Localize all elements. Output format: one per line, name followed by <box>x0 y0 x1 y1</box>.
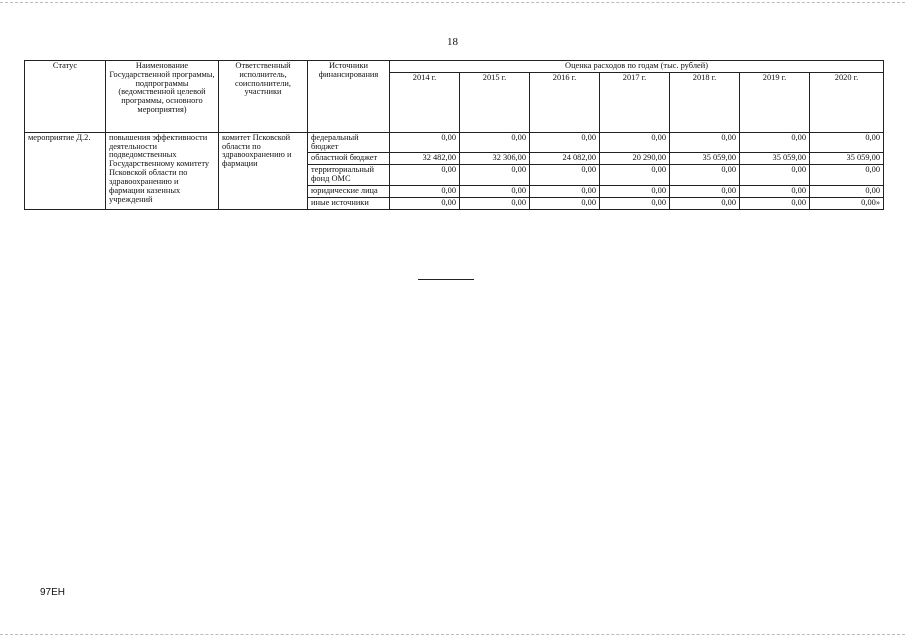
source-cell: федеральный бюджет <box>308 132 390 153</box>
value-cell: 0,00 <box>740 185 810 197</box>
value-cell: 0,00 <box>670 132 740 153</box>
header-year: 2016 г. <box>530 72 600 132</box>
source-cell: иные источники <box>308 197 390 209</box>
value-cell: 0,00 <box>740 197 810 209</box>
value-cell: 0,00 <box>530 165 600 186</box>
header-year: 2015 г. <box>460 72 530 132</box>
value-cell: 0,00 <box>670 165 740 186</box>
value-cell: 0,00 <box>810 132 884 153</box>
value-cell: 0,00 <box>460 132 530 153</box>
separator-line <box>418 279 474 280</box>
value-cell: 0,00 <box>810 185 884 197</box>
value-cell: 0,00 <box>530 197 600 209</box>
value-cell: 0,00 <box>530 132 600 153</box>
footer-code: 97ЕН <box>40 587 66 598</box>
value-cell: 0,00 <box>460 185 530 197</box>
value-cell: 24 082,00 <box>530 153 600 165</box>
value-cell: 0,00 <box>740 165 810 186</box>
value-cell: 32 482,00 <box>390 153 460 165</box>
source-cell: областной бюджет <box>308 153 390 165</box>
page-number: 18 <box>447 36 458 48</box>
value-cell: 32 306,00 <box>460 153 530 165</box>
value-cell: 0,00 <box>600 197 670 209</box>
header-year: 2019 г. <box>740 72 810 132</box>
table-body <box>25 61 884 210</box>
source-cell: юридические лица <box>308 185 390 197</box>
value-cell: 35 059,00 <box>810 153 884 165</box>
status-cell: мероприятие Д.2. <box>25 132 106 209</box>
table-row <box>25 132 884 153</box>
name-cell: повышения эффективности деятельности подведомственных Государственному комитету Псковской области по здравоохранению и фармации казенных учреждений <box>106 132 219 209</box>
value-cell: 0,00 <box>600 165 670 186</box>
header-name: Наименование Государственной программы, подпрограммы (ведомственной целевой программы, основного мероприятия) <box>106 61 219 133</box>
value-cell: 0,00 <box>390 197 460 209</box>
header-year: 2014 г. <box>390 72 460 132</box>
value-cell: 35 059,00 <box>740 153 810 165</box>
scan-edge-top <box>0 2 905 3</box>
value-cell: 0,00» <box>810 197 884 209</box>
executor-cell: комитет Псковской области по здравоохранению и фармации <box>219 132 308 209</box>
value-cell: 0,00 <box>460 197 530 209</box>
header-year: 2020 г. <box>810 72 884 132</box>
value-cell: 0,00 <box>530 185 600 197</box>
header-executor: Ответственный исполнитель, соисполнители, участники <box>219 61 308 133</box>
header-year: 2018 г. <box>670 72 740 132</box>
value-cell: 0,00 <box>390 132 460 153</box>
value-cell: 0,00 <box>600 185 670 197</box>
budget-table <box>24 60 884 210</box>
source-cell: территориальный фонд ОМС <box>308 165 390 186</box>
header-status: Статус <box>25 61 106 133</box>
value-cell: 0,00 <box>460 165 530 186</box>
header-estimate: Оценка расходов по годам (тыс. рублей) <box>390 61 884 73</box>
value-cell: 0,00 <box>600 132 670 153</box>
value-cell: 0,00 <box>670 197 740 209</box>
scan-edge-bottom <box>0 634 905 635</box>
header-sources: Источники финансирования <box>308 61 390 133</box>
header-year: 2017 г. <box>600 72 670 132</box>
value-cell: 20 290,00 <box>600 153 670 165</box>
value-cell: 0,00 <box>740 132 810 153</box>
header-row-1 <box>25 61 884 73</box>
value-cell: 0,00 <box>810 165 884 186</box>
value-cell: 0,00 <box>390 185 460 197</box>
value-cell: 35 059,00 <box>670 153 740 165</box>
value-cell: 0,00 <box>670 185 740 197</box>
value-cell: 0,00 <box>390 165 460 186</box>
